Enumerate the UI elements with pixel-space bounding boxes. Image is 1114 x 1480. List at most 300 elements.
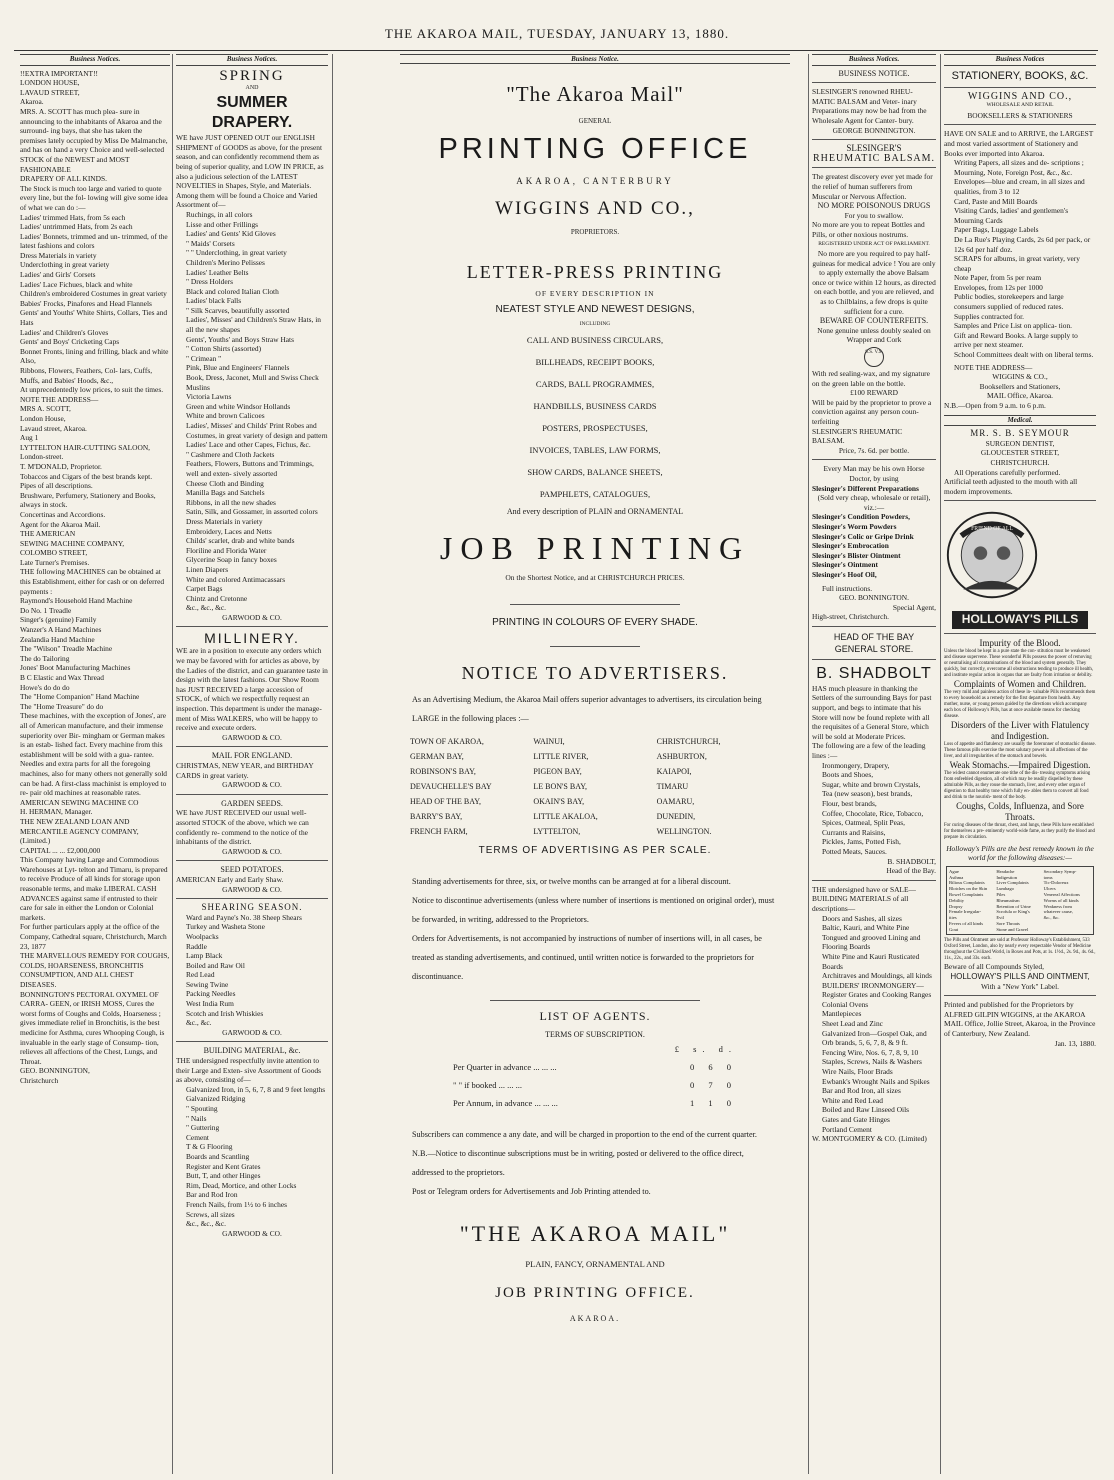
text-line: Wanzer's A Hand Machines xyxy=(20,625,102,635)
list-item: Colonial Ovens xyxy=(822,999,869,1009)
disease-name: Piles xyxy=(996,891,1006,897)
column-divider xyxy=(332,54,333,1474)
list-item: Envelopes, from 12s per 1000 xyxy=(954,282,1043,292)
text-line: LYTTELTON HAIR-CUTTING SALOON, xyxy=(20,442,151,452)
para-6: Post or Telegram orders for Advertisements and Job Printing attended to. xyxy=(412,1187,651,1196)
list-item: HANDBILLS, BUSINESS CARDS xyxy=(533,401,657,411)
text-line: Also, xyxy=(20,356,36,366)
list-item: Gift and Reward Books. A large supply to arrive per next steamer. xyxy=(954,330,1078,350)
booksellers-text: BOOKSELLERS & STATIONERS xyxy=(967,110,1073,120)
shadbolt-list xyxy=(812,761,936,857)
liver-text: Loss of appetite and flatulency are usually the forerunner of stomachic disease. These famous pills exercise the most salutary power in all affections of the liver, and all irregularities of the stomach and bowels. xyxy=(944,741,1096,759)
list-item: Bar and Rod Iron, all sizes xyxy=(822,1086,901,1096)
text-line: THE MARVELLOUS REMEDY FOR COUGHS, COLDS, HOARSENESS, BRONCHITIS CONSUMPTION, AND ALL CHEST DISEASES. xyxy=(20,951,170,989)
wiggins-sig: WIGGINS & CO., xyxy=(992,372,1048,382)
bn-heading: BUSINESS NOTICE. xyxy=(838,68,910,78)
intro-text-2: Among them will be found a Choice and Varied Assortment of— xyxy=(176,190,318,210)
text-line: Gents' and Boys' Cricketing Caps xyxy=(20,337,120,347)
list-item: " Silk Scarves, beautifully assorted xyxy=(186,305,290,315)
text-line: London-street. xyxy=(20,452,64,462)
list-item: BUILDERS' IRONMONGERY— xyxy=(822,980,924,990)
shadbolt-sig-2: Head of the Bay. xyxy=(886,866,936,876)
disease-name: &c., &c. xyxy=(1043,915,1060,921)
place-name: TIMARU xyxy=(656,782,689,791)
text-line: The Stock is much too large and varied to quote every line, but the fol- lowing will give some idea of what we can do :— xyxy=(20,183,168,212)
following-text: The following are a few of the leading lines :— xyxy=(812,741,926,761)
list-item: Mourning Cards xyxy=(954,215,1003,225)
para-2: Notice to discontinue advertisements (unless where number of insertions is mentioned on original order), must be forwarded, in writing, addressed to the Proprietors. xyxy=(412,896,775,924)
every-desc-text: And every description of PLAIN and ORNAMENTAL xyxy=(506,507,684,516)
column-4 xyxy=(812,54,936,1474)
building-heading: BUILDING MATERIAL, &c. xyxy=(203,1046,301,1056)
list-item: Mantlepieces xyxy=(822,1009,862,1019)
text-line: Christchurch xyxy=(20,1075,59,1085)
place-name: CHRISTCHURCH, xyxy=(656,737,721,746)
text-line: Aug 1 xyxy=(20,433,39,443)
text-line: NOTE THE ADDRESS— xyxy=(20,394,99,404)
job-printing-heading: JOB PRINTING xyxy=(439,530,751,566)
column-divider xyxy=(808,54,809,1474)
spring-heading: SPRING xyxy=(219,67,285,84)
subscription-label: " " if booked ... ... ... xyxy=(453,1080,523,1090)
list-item: Green and white Windsor Hollands xyxy=(186,401,291,411)
list-item: Satin, Silk, and Gossamer, in assorted colors xyxy=(186,507,318,517)
akaroa-text: AKAROA. xyxy=(569,1314,621,1323)
printing-office-advert xyxy=(400,54,790,1323)
impurity-heading: Impurity of the Blood. xyxy=(979,637,1061,648)
list-item: Envelopes—blue and cream, in all sizes and qualities, from 3 to 12 xyxy=(954,177,1085,196)
list-item: CARDS, BALL PROGRAMMES, xyxy=(535,379,655,389)
column-2 xyxy=(176,54,328,1474)
general-text: GENERAL xyxy=(578,117,612,125)
seed-text: AMERICAN Early and Early Shaw. xyxy=(176,874,284,884)
list-item: Galvanized Ridging xyxy=(186,1094,246,1104)
column-1 xyxy=(20,54,170,1474)
subscription-row xyxy=(452,1095,738,1111)
list-item: Slesinger's Condition Powders, xyxy=(812,512,910,522)
list-item: Bar and Rod Iron xyxy=(186,1190,238,1200)
subscription-label: Per Quarter in advance ... ... ... xyxy=(453,1062,557,1072)
office-text: MAIL Office, Akaroa. xyxy=(986,391,1054,401)
text-line: BONNINGTON'S PECTORAL OXYMEL OF CARRA- GEEN, or IRISH MOSS, Cures the worst forms of Coughs and Colds, Hoarseness ; gives immediate relief in Bronchitis, is the best medicine for Asthma, cures Whooping Cough, is invaluable in the early stage of Consump- tion, relieves all affections of the Chest, Lungs, and Throat. xyxy=(20,989,165,1066)
signature: GARWOOD & CO. xyxy=(222,846,282,856)
text-line: The "Wilson" Treadle Machine xyxy=(20,644,113,654)
signature: GARWOOD & CO. xyxy=(222,732,282,742)
para-5: N.B.—Notice to discontinue subscriptions must be in writing, posted or delivered to the office direct, addressed to the proprietors. xyxy=(412,1149,744,1177)
text-line: Bonnet Fronts, lining and frilling, black and white xyxy=(20,346,169,356)
head-bay-heading: HEAD OF THE BAY GENERAL STORE. xyxy=(833,631,915,654)
slesinger-heading: SLESINGER'S xyxy=(846,143,902,154)
list-item: " Cashmere and Cloth Jackets xyxy=(186,449,275,459)
text-line: Howe's do do do xyxy=(20,682,70,692)
complaints-heading: Complaints of Women and Children. xyxy=(953,678,1087,689)
list-item: Fencing Wire, Nos. 6, 7, 8, 9, 10 xyxy=(822,1047,919,1057)
list-item: Ladies' Leather Belts xyxy=(186,267,249,277)
list-item: Tea (new season), best brands, xyxy=(822,789,913,799)
text-line: The "Home Treasure" do do xyxy=(20,701,104,711)
terms-heading: TERMS OF ADVERTISING AS PER SCALE. xyxy=(478,845,712,856)
text-line: SEWING MACHINE COMPANY, xyxy=(20,538,125,548)
text-line: Gents' and Youths' White Shirts, Collars, Ties and Hats xyxy=(20,308,168,328)
disease-name: Liver Complaints xyxy=(996,880,1029,886)
list-item: Scotch and Irish Whiskies xyxy=(186,1008,264,1018)
list-item: Feathers, Flowers, Buttons and Trimmings, well and exten- sively assorted xyxy=(186,459,314,478)
text-line: These machines, with the exception of Jones', are all of American manufacture, and their immense superiority over Bir- mingham or German makes is an estab- lished fact. Every machine from this establishment will be sold with a gua- rantee. Needles and extra parts for all the foregoing machines, also for many others not generally sold can be had. A first-class machinist is employed to re- pair old machines at reasonable rates. xyxy=(20,711,167,798)
list-item: Pink, Blue and Engineers' Flannels xyxy=(186,363,290,373)
text-line: DRAPERY OF ALL KINDS. xyxy=(20,174,107,184)
signature: GARWOOD & CO. xyxy=(222,780,282,790)
list-item: POSTERS, PROSPECTUSES, xyxy=(542,423,648,433)
date-text: Jan. 13, 1880. xyxy=(1054,1038,1096,1048)
text-line: AMERICAN SEWING MACHINE CO xyxy=(20,797,139,807)
place-name: DEVAUCHELLE'S BAY xyxy=(410,782,492,791)
list-item: Paper Bags, Luggage Labels xyxy=(954,225,1039,235)
list-item: Boots and Shoes, xyxy=(822,770,874,780)
list-item: Staples, Screws, Nails & Washers xyxy=(822,1057,922,1067)
list-item: Dress Materials in variety xyxy=(186,516,263,526)
places-grid xyxy=(410,734,780,839)
text-line: Ladies' Lace Fichues, black and white xyxy=(20,279,133,289)
item-list xyxy=(176,210,328,613)
stationery-list xyxy=(944,158,1096,359)
list-item: CALL AND BUSINESS CIRCULARS, xyxy=(526,335,664,345)
list-item: Glycerine Soap in fancy boxes xyxy=(186,555,277,565)
disease-name: toms xyxy=(1043,874,1053,880)
text-line: Underclothing in great variety xyxy=(20,260,110,270)
text-line: Agent for the Akaroa Mail. xyxy=(20,519,101,529)
subscription-row xyxy=(452,1059,738,1075)
shortest-text: On the Shortest Notice, and at CHRISTCHURCH PRICES. xyxy=(505,573,685,582)
text-line: Zealandia Hand Machine xyxy=(20,634,95,644)
wiggins-heading: WIGGINS AND CO., xyxy=(495,198,695,219)
list-item: Visiting Cards, ladies' and gentlemen's xyxy=(954,206,1069,216)
geo-sig-2: GEO. BONNINGTON. xyxy=(839,593,909,603)
disease-name: Worms of all kinds xyxy=(1043,897,1079,903)
place-name: LITTLE RIVER, xyxy=(533,752,589,761)
chch-text: CHRISTCHURCH. xyxy=(990,457,1050,467)
disease-name: Venereal Affections xyxy=(1043,891,1080,897)
list-item: Slesinger's Blister Ointment xyxy=(812,550,901,560)
weak-text: The widest cannot enumerate one tithe of the dis- tressing symptoms arising from enfeebled digestion, all of which may be readily dispelled by these admirable Pills, as they rouse the stomach, liver, and every other organ of digestion to that healthy tone which fully en- ables them to convert all food and drink to the nourish- ment of the body. xyxy=(944,770,1091,800)
list-item: Slesinger's Embrocation xyxy=(812,541,889,551)
disease-name: Ulcers xyxy=(1043,886,1056,892)
proprietors-text: PROPRIETORS. xyxy=(570,228,620,236)
disease-name: Indigestion xyxy=(996,874,1017,880)
text-line: Dress Materials in variety xyxy=(20,250,97,260)
lsd-header: £ s. d. xyxy=(674,1044,737,1054)
montgomery-sig: W. MONTGOMERY & CO. (Limited) xyxy=(812,1134,927,1144)
text-line: MRS. A. SCOTT has much plea- sure in announcing to the inhabitants of Akaroa and the surround- ing bays, that she has taken the premises lately occupied by Miss De Malmanche, and has on hand a very Choice and well-selected STOCK of the NEWEST and MOST FASHIONABLE xyxy=(20,106,168,174)
list-item: Lamp Black xyxy=(186,951,223,961)
agents-heading: LIST OF AGENTS. xyxy=(539,1009,651,1023)
coughs-heading: Coughs, Colds, Influenza, and Sore Throats. xyxy=(956,800,1084,822)
disease-name: whatever cause, xyxy=(1043,909,1073,915)
text-line: THE NEW ZEALAND LOAN AND MERCANTILE AGENCY COMPANY, xyxy=(20,816,139,836)
list-item: Chintz and Cretonne xyxy=(186,593,248,603)
list-item: Cement xyxy=(186,1132,209,1142)
list-item: Architraves and Mouldings, all kinds xyxy=(822,971,932,981)
list-item: Children's Merino Pelisses xyxy=(186,257,265,267)
text-line: Ladies' and Girls' Corsets xyxy=(20,270,96,280)
nb-text: N.B.—Open from 9 a.m. to 6 p.m. xyxy=(944,401,1046,410)
text-line: Ribbons, Flowers, Feathers, Col- lars, Cuffs, Muffs, and Babies' Hoods, &c., xyxy=(20,366,153,385)
place-name: FRENCH FARM, xyxy=(410,827,468,836)
impurity-text: Unless the blood be kept in a pure state the con- stitution must be weakened and disease supervene. These wonderful Pills possess the power of removing or neutralising all contaminations of the blood and system generally. They quickly, but correctly, overcome all obstructions tending to produce ill health, and institute regular action in organs that are faulty from irritation or debility. xyxy=(944,648,1093,678)
horse-text: Every Man may be his own Horse Doctor, by using xyxy=(823,464,925,483)
gloucester-text: GLOUCESTER STREET, xyxy=(980,448,1060,458)
list-item: Gates and Gate Hinges xyxy=(822,1115,890,1124)
disease-name: Asthma xyxy=(949,874,964,880)
title-akaroa-mail: "The Akaroa Mail" xyxy=(506,82,684,106)
list-item: Spices, Oatmeal, Split Peas, xyxy=(822,818,905,828)
list-item: " " Underclothing, in great variety xyxy=(186,248,287,258)
diff-text: Slesinger's Different Preparations xyxy=(812,483,919,493)
list-item: Woolpacks xyxy=(186,931,219,941)
list-item: Sheet Lead and Zinc xyxy=(822,1019,883,1029)
list-item: Sugar, white and brown Crystals, xyxy=(822,779,921,789)
wiggins-heading: WIGGINS AND CO., xyxy=(967,90,1073,102)
text-line: THE AMERICAN xyxy=(20,529,76,539)
seal-text: With red sealing-wax, and my signature on the green lable on the bottle. xyxy=(812,369,930,388)
diseases-grid xyxy=(946,866,1094,936)
printed-text: Printed and published for the Proprietors by ALFRED GILPIN WIGGINS, at the AKAROA MAIL Office, Jollie Street, Akaroa, in the Province of Canterbury, New Zealand. xyxy=(944,1000,1096,1039)
place-name: LITTLE AKALOA, xyxy=(533,812,598,821)
rheumatic-heading: RHEUMATIC BALSAM. xyxy=(812,152,935,164)
text-line: Tobaccos and Cigars of the best brands kept. xyxy=(20,471,153,481)
text-line: B C Elastic and Wax Thread xyxy=(20,673,104,682)
disease-name: Lumbago xyxy=(996,886,1014,892)
list-item: " Guttering xyxy=(186,1123,220,1133)
list-item: Portland Cement xyxy=(822,1124,872,1134)
disease-name: Blotches on the Skin xyxy=(949,886,988,892)
sold-text: The Pills and Ointment are sold at Professor Holloway's Establishment, 533 Oxford Street, London, also by nearly every respectable Vendor of Medicine throughout the Civilized World, in Boxes and Pots, at 1s. 1½d., 2s. 9d., 4s. 6d., 11s., 22s., and 33s. each. xyxy=(944,938,1096,962)
subscription-value: 0 7 0 xyxy=(690,1080,737,1090)
list-item: Samples and Price List on applica- tion. xyxy=(954,321,1073,331)
text-line: The do Tailoring xyxy=(20,653,70,663)
text-line: For further particulars apply at the office of the Company, Cathedral square, Christchurch, March 23, 1877 xyxy=(20,922,167,951)
title-akaroa-mail-2: "THE AKAROA MAIL" xyxy=(459,1221,731,1246)
place-name: LYTTELTON, xyxy=(533,827,581,836)
list-item: Boiled and Raw Oil xyxy=(186,960,245,970)
sold-text: (Sold very cheap, wholesale or retail), viz.:— xyxy=(817,493,931,512)
list-item: Rim, Dead, Mortice, and other Locks xyxy=(186,1180,297,1190)
place-name: ROBINSON'S BAY, xyxy=(410,767,476,776)
signature: GARWOOD & CO. xyxy=(222,1228,282,1238)
list-item: SHOW CARDS, BALANCE SHEETS, xyxy=(527,467,663,477)
signature: GARWOOD & CO. xyxy=(222,884,282,894)
text-line: Jones' Boot Manufacturing Machines xyxy=(20,663,131,673)
list-item: " Nails xyxy=(186,1113,207,1123)
for-you-text: For you to swallow. xyxy=(844,210,904,220)
list-item: Ewbank's Wrought Nails and Spikes xyxy=(822,1076,930,1086)
list-item: Carpet Bags xyxy=(186,584,223,594)
place-name: OAMARU, xyxy=(656,797,695,806)
list-item: De La Rue's Playing Cards, 2s 6d per pack, or 12s 6d per half doz. xyxy=(954,234,1091,254)
subscription-label: Per Annum, in advance ... ... ... xyxy=(453,1098,558,1108)
subscription-value: 0 6 0 xyxy=(690,1062,737,1072)
text-line: T. M'DONALD, Proprietor. xyxy=(20,461,102,471)
building-list xyxy=(176,1085,328,1229)
text-line: COLOMBO STREET, xyxy=(20,548,88,558)
column-divider xyxy=(940,54,941,1474)
full-text: Full instructions. xyxy=(822,583,873,593)
shadbolt-heading: B. SHADBOLT xyxy=(816,664,932,682)
list-item: Coffee, Chocolate, Rice, Tobacco, xyxy=(822,808,924,818)
text-line: Raymond's Household Hand Machine xyxy=(20,596,133,606)
intro-text: WE have JUST OPENED OUT our ENGLISH SHIPMENT of GOODS as above, for the present season, and can confidently recommend them as being of superior quality, and LOW IN PRICE, as also a judicious selection of the LATEST NOVELTIES in Shapes, Style, and Materials. xyxy=(176,133,324,191)
list-item: &c., &c. xyxy=(186,1018,212,1028)
list-item: Potted Meats, Sauces. xyxy=(822,846,887,856)
text-line: Ladies' Bonnets, trimmed and un- trimmed, of the latest fashions and colors xyxy=(20,231,168,251)
no-more-2: No more are you to repeat Bottles and Pills, or other noxious nostrums. xyxy=(812,220,925,239)
disease-name: Evil xyxy=(996,915,1004,921)
disease-name: Gout xyxy=(949,926,959,932)
discovery-text: The greatest discovery ever yet made for the relief of human sufferers from Muscular or Nervous Affection. xyxy=(812,172,933,201)
disease-name: Stone and Gravel xyxy=(996,926,1029,932)
list-item: Wire Nails, Floor Brads xyxy=(822,1067,893,1077)
list-item: " Dress Holders xyxy=(186,277,233,287)
text-line: Concertinas and Accordions. xyxy=(20,509,106,519)
text-line: LONDON HOUSE, xyxy=(20,78,80,88)
list-item: Turkey and Washeta Stone xyxy=(186,922,265,932)
disease-name: Debility xyxy=(949,897,965,903)
text-line: H. HERMAN, Manager. xyxy=(20,807,93,817)
job-office-heading: JOB PRINTING OFFICE. xyxy=(495,1285,695,1301)
place-name: PIGEON BAY, xyxy=(533,767,582,776)
holloway-pills-banner: HOLLOWAY'S PILLS xyxy=(952,611,1088,629)
place-name: ASHBURTON, xyxy=(656,752,707,761)
wholesale-text: WHOLESALE AND RETAIL xyxy=(986,102,1054,109)
list-item: " Maids' Corsets xyxy=(186,238,235,248)
text-line: Ladies' and Children's Gloves xyxy=(20,327,109,337)
list-item: Baltic, Kauri, and White Pine xyxy=(822,923,910,933)
column-header: Business Notices. xyxy=(812,54,936,66)
seed-heading: SEED POTATOES. xyxy=(220,865,284,875)
high-text: High-street, Christchurch. xyxy=(812,612,889,622)
list-item: T & G Flooring xyxy=(186,1142,233,1152)
shearing-list xyxy=(176,913,328,1028)
list-item: Ladies' black Falls xyxy=(186,296,242,306)
column-5 xyxy=(944,54,1096,1474)
complaints-text: The very mild and painless action of these in- valuable Pills recommends them to every household as a remedy for the first departure from health. Any mother, nurse, or young person guided by the directions which accompany each box of Holloway's Pills, has at once available means for checking disease. xyxy=(944,689,1096,719)
mail-england-heading: MAIL FOR ENGLAND. xyxy=(211,751,293,761)
para-4: Subscribers can commence a any date, and will be charged in proportion to the end of the current quarter. xyxy=(412,1130,757,1139)
reward-text: Will be paid by the proprietor to prove a conviction against any person coun- terfeiting xyxy=(812,397,932,426)
xmas-text: CHRISTMAS, NEW YEAR, and BIRTHDAY CARDS in great variety. xyxy=(176,761,314,780)
list-item: Currants and Raisins, xyxy=(822,827,886,837)
column-divider xyxy=(172,54,173,1474)
place-name: TOWN OF AKAROA, xyxy=(410,737,484,746)
emblem-label: FRIEND OF ALL xyxy=(971,526,1013,533)
list-item: Boards and Scantling xyxy=(186,1151,250,1161)
neatest-text: NEATEST STYLE AND NEWEST DESIGNS, xyxy=(495,304,695,315)
text-line: Ladies' trimmed Hats, from 5s each xyxy=(20,212,126,222)
coughs-text: For curing diseases of the throat, chest, and lungs, these Pills have established for themselves a pre- eminently world-wide fame, as they purify the blood and prepare its circulation. xyxy=(944,822,1095,840)
list-item: Screws, all sizes xyxy=(186,1209,235,1219)
genuine-text: None genuine unless doubly sealed on Wrapper and Cork xyxy=(817,325,931,345)
disease-name: Bilious Complaints xyxy=(949,880,985,886)
price-heading: SLESINGER'S RHEUMATIC BALSAM. xyxy=(812,426,903,446)
terms-sub-heading: TERMS OF SUBSCRIPTION. xyxy=(545,1030,645,1039)
beware-text: Beware of all Compounds Styled, xyxy=(944,962,1044,972)
place-name: OKAIN'S BAY, xyxy=(533,797,585,806)
stationery-heading: STATIONERY, BOOKS, &C. xyxy=(951,69,1089,82)
text-line: Late Turner's Premises. xyxy=(20,557,90,567)
geo-sig: GEORGE BONNINGTON. xyxy=(832,125,916,135)
disease-name: Rheumatism xyxy=(996,897,1020,903)
beware-heading: BEWARE OF COUNTERFEITS. xyxy=(819,316,929,326)
list-item: &c., &c., &c. xyxy=(186,1219,227,1229)
list-item: Ladies', Misses' and Childs' Print Robes and Costumes, in great variety of design and pattern xyxy=(186,421,328,440)
bs-text: Booksellers and Stationers, xyxy=(979,381,1061,391)
para-3: Orders for Advertisements, is not accompanied by instructions of number of insertions will, in all cases, be treated as standing advertisements, and continued, until written notice is forwarded to the proprietors for discontinuance. xyxy=(412,934,762,981)
list-item: Note Paper, from 5s per ream xyxy=(954,273,1042,283)
remedy-text: Holloway's Pills are the best remedy known in the world for the following diseases:— xyxy=(946,843,1094,863)
list-item: Ruchings, in all colors xyxy=(186,209,253,219)
list-item: Gents', Youths' and Boys Straw Hats xyxy=(186,334,294,344)
no-more-3: No more are you required to pay half- guineas for medical advice ! You are only to apply externally the above Balsam once or twice within 12 hours, as directed on each bottle, and you are relieved, and as to Chilblains, a few drops is quite sufficient for a cure. xyxy=(812,249,936,316)
garden-text: WE have JUST RECEIVED our usual well-assorted STOCK of the above, which we can confidently re- commend to the notice of the inhabitants of the district. xyxy=(176,808,309,847)
registered-text: REGISTERED UNDER ACT OF PARLIAMENT. xyxy=(818,240,930,247)
colours-heading: PRINTING IN COLOURS OF EVERY SHADE. xyxy=(492,617,698,628)
seymour-heading: MR. S. B. SEYMOUR xyxy=(970,428,1070,439)
note-address: NOTE THE ADDRESS— xyxy=(954,362,1033,372)
list-item: Sewing Twine xyxy=(186,979,229,989)
shadbolt-sig: B. SHADBOLT, xyxy=(887,856,936,866)
have-text: HAVE ON SALE and to ARRIVE, the LARGEST and most varied assortment of Stationery and Books ever imported into Akaroa. xyxy=(944,129,1094,158)
text-line: The "Home Companion" Hand Machine xyxy=(20,692,140,702)
garden-heading: GARDEN SEEDS. xyxy=(221,798,283,808)
text-line: LAVAUD STREET, xyxy=(20,87,80,97)
disease-name: Fevers of all kinds xyxy=(949,920,984,926)
list-item: Slesinger's Worm Powders xyxy=(812,521,897,531)
text-line: Babies' Frocks, Pinafores and Head Flannels xyxy=(20,298,152,308)
disease-name: Female Irregular- xyxy=(949,909,982,915)
list-item: Ward and Payne's No. 38 Sheep Shears xyxy=(186,912,302,922)
list-item: Red Lead xyxy=(186,970,215,980)
print-list xyxy=(400,329,790,505)
text-line: MRS A. SCOTT, xyxy=(20,404,71,414)
list-item: Raddle xyxy=(186,941,207,951)
subscription-row xyxy=(452,1077,738,1093)
text-line: Brushware, Perfumery, Stationery and Books, always in stock. xyxy=(20,490,156,510)
list-item: Boiled and Raw Linseed Oils xyxy=(822,1105,910,1115)
disease-name: Secondary Symp- xyxy=(1043,868,1077,874)
preparations-list xyxy=(812,512,936,579)
list-item: " Spouting xyxy=(186,1104,218,1113)
millinery-text: WE are in a position to execute any orders which we may be favored with for articles as above, by the Ladies of the district, and can guarantee taste in design with the latest fashions. Our Show Room has JUST RECEIVED a large accession of STOCK, of which we respectfully request an inspection. This department is under the manage- ment of Miss WALKERS, who will be happy to receive and execute orders. xyxy=(176,646,328,733)
subscription-table xyxy=(450,1039,740,1113)
disease-name: Dropsy xyxy=(949,903,963,909)
place-name: BARRY'S BAY, xyxy=(410,812,463,821)
column-1-body xyxy=(20,69,170,1086)
shearing-heading: SHEARING SEASON. xyxy=(201,902,303,913)
list-item: Linen Diapers xyxy=(186,564,229,574)
place-name: DUNEDIN, xyxy=(656,812,696,821)
text-line: !!EXTRA IMPORTANT!! xyxy=(20,68,98,78)
list-item: Card, Paste and Mill Boards xyxy=(954,196,1038,206)
medical-header: Medical. xyxy=(944,415,1096,427)
list-item: PAMPHLETS, CATALOGUES, xyxy=(539,489,651,499)
text-line: Singer's (genuine) Family xyxy=(20,615,97,625)
disease-name: Tic-Doloreux xyxy=(1043,880,1069,886)
list-item: Book, Dress, Jaconet, Mull and Swiss Check Muslins xyxy=(186,373,319,392)
millinery-heading: MILLINERY. xyxy=(204,630,300,647)
list-item: Register Grates and Cooking Ranges xyxy=(822,990,932,1000)
list-item: Packing Needles xyxy=(186,989,236,999)
materials-list xyxy=(812,914,936,1135)
signature: GARWOOD & CO. xyxy=(222,612,282,622)
